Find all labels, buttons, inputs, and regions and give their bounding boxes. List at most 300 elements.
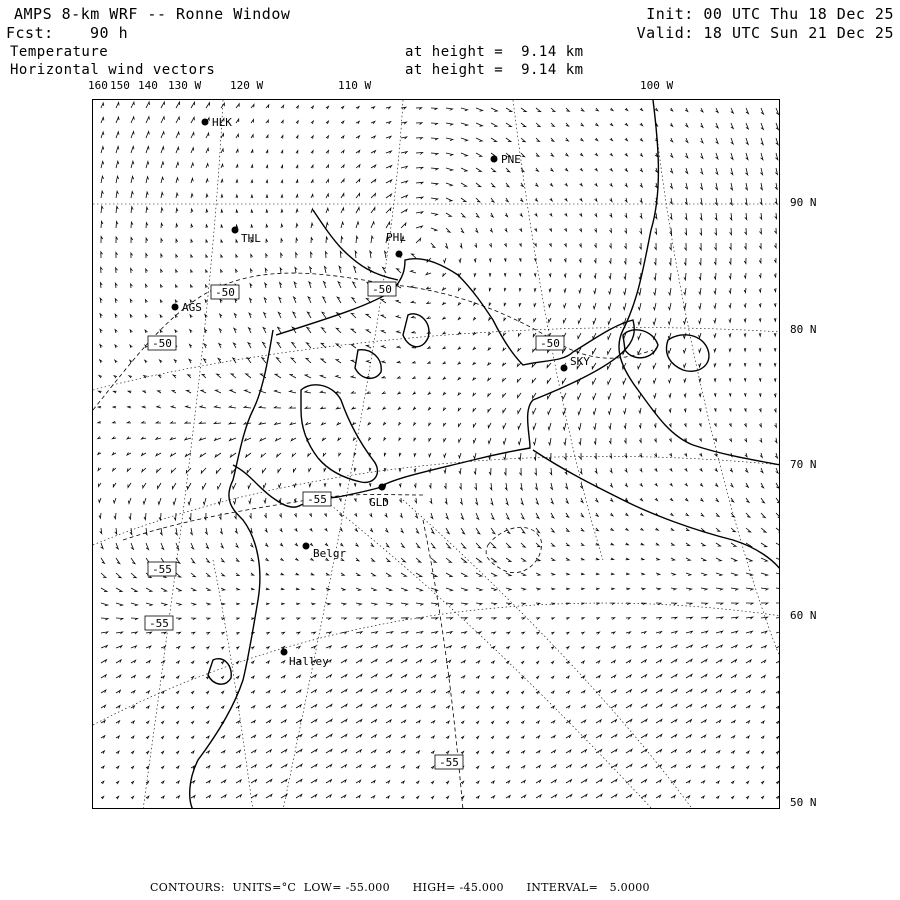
wind-vector <box>536 676 539 679</box>
wind-vector <box>699 318 701 323</box>
wind-vector <box>669 288 671 295</box>
wind-vector <box>146 691 149 694</box>
wind-vector <box>352 407 356 409</box>
wind-vector <box>473 438 476 443</box>
wind-vector <box>385 528 388 532</box>
wind-vector <box>191 148 194 153</box>
contour-minus50-east <box>393 285 653 358</box>
wind-vector <box>551 765 556 768</box>
wind-vector <box>386 122 391 124</box>
wind-vector <box>367 361 372 364</box>
wind-vector <box>566 123 569 126</box>
wind-vector <box>489 288 491 291</box>
wind-vector <box>146 706 149 709</box>
wind-vector <box>775 213 777 219</box>
wind-vector <box>336 328 341 333</box>
wind-vector <box>686 689 692 693</box>
wind-vector <box>205 329 207 333</box>
wind-vector <box>369 468 371 471</box>
wind-vector <box>731 766 734 769</box>
wind-vector <box>476 588 482 591</box>
wind-vector <box>175 330 177 333</box>
wind-vector <box>443 332 446 334</box>
wind-vector <box>581 661 584 664</box>
wind-vector <box>446 213 451 216</box>
wind-vector <box>656 780 661 783</box>
wind-vector <box>566 676 569 679</box>
wind-vector <box>550 183 553 186</box>
wind-vector <box>236 795 241 798</box>
wind-vector <box>326 646 331 649</box>
wind-vector <box>729 273 731 279</box>
wind-vector <box>550 168 553 171</box>
wind-vector <box>274 406 281 408</box>
wind-vector <box>431 675 436 678</box>
wind-vector <box>414 483 416 487</box>
wind-vector <box>101 766 104 769</box>
wind-vector <box>446 781 449 784</box>
wind-vector <box>353 282 356 288</box>
wind-vector <box>128 498 131 504</box>
wind-vector <box>246 453 251 457</box>
wind-vector <box>669 408 671 412</box>
wind-vector <box>491 198 494 202</box>
wind-vector <box>113 468 116 471</box>
wind-vector <box>566 632 569 634</box>
wind-vector <box>295 267 297 273</box>
wind-vector <box>191 781 195 784</box>
wind-vector <box>506 676 509 679</box>
wind-vector <box>745 228 747 234</box>
wind-vector <box>236 543 239 547</box>
wind-vector <box>459 468 461 474</box>
wind-vector <box>221 706 224 709</box>
wind-vector <box>595 108 598 111</box>
wind-vector <box>549 453 551 460</box>
station-hlk <box>202 116 233 129</box>
wind-vector <box>236 736 240 739</box>
wind-vector <box>176 647 180 650</box>
wind-vector <box>746 528 751 532</box>
wind-vector <box>759 348 761 351</box>
wind-vector <box>684 393 686 397</box>
wind-vector <box>775 183 777 189</box>
wind-vector <box>101 132 104 138</box>
wind-vector <box>101 660 107 663</box>
wind-vector <box>326 252 328 258</box>
wind-vector <box>280 283 282 288</box>
wind-vector <box>386 222 390 228</box>
wind-vector <box>128 483 131 488</box>
wind-vector <box>251 195 253 198</box>
wind-vector <box>668 303 671 310</box>
wind-vector <box>236 765 241 768</box>
wind-vector <box>519 303 521 306</box>
wind-vector <box>610 543 613 545</box>
wind-vector <box>401 751 405 754</box>
wind-vector <box>626 734 632 738</box>
wind-vector <box>416 603 423 605</box>
wind-vector <box>296 195 298 198</box>
wind-vector <box>731 675 736 678</box>
wind-vector <box>461 108 468 111</box>
wind-vector <box>610 498 613 501</box>
wind-vector <box>101 618 108 620</box>
wind-vector <box>686 796 690 799</box>
wind-vector <box>761 617 768 619</box>
wind-vector <box>476 766 479 769</box>
wind-vector <box>397 361 401 363</box>
wind-vector <box>310 528 312 531</box>
wind-vector <box>176 691 179 694</box>
wind-vector <box>280 573 283 575</box>
wind-vector <box>131 253 133 258</box>
wind-vector <box>655 468 657 471</box>
wind-vector <box>699 243 701 250</box>
wind-vector <box>296 632 300 634</box>
wind-vector <box>476 123 482 126</box>
wind-vector <box>518 438 521 445</box>
wind-vector <box>596 632 600 634</box>
wind-vector <box>746 123 749 129</box>
wind-vector <box>305 391 311 393</box>
wind-vector <box>638 333 641 339</box>
coastlines <box>190 100 780 809</box>
wind-vector <box>251 558 254 561</box>
wind-vector <box>746 588 753 590</box>
wind-vector <box>320 375 326 378</box>
wind-vector <box>505 213 508 217</box>
wind-vector <box>566 588 569 590</box>
wind-vector <box>593 318 596 324</box>
wind-vector <box>356 735 362 738</box>
wind-vector <box>671 528 674 530</box>
wind-vector <box>579 273 581 278</box>
wind-vector <box>265 528 267 532</box>
forecast-hour: 90 h <box>90 24 129 42</box>
wind-vector <box>774 303 776 306</box>
wind-vector <box>191 676 194 679</box>
wind-vector <box>701 588 707 590</box>
wind-vector <box>281 764 287 768</box>
wind-vector <box>746 603 753 605</box>
wind-vector <box>461 706 464 709</box>
wind-vector <box>759 393 761 396</box>
wind-vector <box>220 299 222 303</box>
wind-vector <box>251 706 255 709</box>
wind-vector <box>774 333 776 336</box>
station-dot <box>303 543 310 550</box>
wind-vector <box>761 691 765 694</box>
wind-vector <box>760 453 762 457</box>
wind-vector <box>431 573 437 577</box>
wind-vector <box>101 267 103 273</box>
wind-vector <box>506 588 511 590</box>
wind-vector <box>191 133 194 139</box>
wind-vector <box>296 136 298 139</box>
wind-vector <box>611 735 617 739</box>
wind-vector <box>161 117 165 123</box>
wind-vector <box>251 210 253 213</box>
wind-vector <box>715 183 717 190</box>
wind-vector <box>386 543 389 547</box>
wind-vector <box>340 251 342 258</box>
wind-vector <box>206 751 209 754</box>
wind-vector <box>716 766 720 769</box>
wind-vector <box>581 558 584 560</box>
wind-vector <box>446 228 450 232</box>
wind-vector <box>326 588 330 590</box>
wind-vector <box>776 513 780 518</box>
wind-vector <box>337 422 341 425</box>
wind-vector <box>101 558 105 563</box>
wind-vector <box>326 136 329 139</box>
wind-vector <box>281 210 283 213</box>
wind-vector <box>416 226 422 228</box>
wind-vector <box>158 391 161 393</box>
wind-vector <box>416 690 421 693</box>
wind-vector <box>461 213 465 217</box>
wind-vector <box>476 108 483 111</box>
wind-vector <box>206 573 210 576</box>
wind-vector <box>581 765 587 769</box>
wind-vector <box>264 313 267 318</box>
wind-vector <box>146 632 152 634</box>
wind-vector <box>700 183 702 189</box>
wind-vector <box>551 558 555 560</box>
wind-vector <box>176 209 178 214</box>
wind-vector <box>416 796 419 799</box>
wind-vector <box>624 438 626 443</box>
graticule-diag-1 <box>318 495 653 809</box>
lat-label-80n: 80 N <box>790 323 817 336</box>
coast-island-2 <box>355 350 381 379</box>
wind-vector <box>443 347 446 349</box>
wind-vector <box>338 438 341 441</box>
wind-vector <box>761 706 765 709</box>
wind-vector <box>729 378 731 381</box>
wind-vector <box>311 690 316 693</box>
wind-vector <box>296 224 298 228</box>
wind-vector <box>401 588 407 591</box>
wind-vector <box>776 108 779 114</box>
wind-vector <box>459 453 461 458</box>
wind-vector <box>639 258 641 264</box>
wind-vector <box>626 690 631 693</box>
wind-vector <box>296 603 299 605</box>
valid-time: Valid: 18 UTC Sun 21 Dec 25 <box>636 24 894 42</box>
wind-vector <box>191 117 194 123</box>
wind-vector <box>251 795 257 799</box>
wind-vector <box>157 468 161 472</box>
wind-vector <box>745 183 747 190</box>
wind-vector <box>290 374 296 378</box>
wind-vector <box>142 421 146 423</box>
wind-vector <box>401 122 406 124</box>
wind-vector <box>326 237 328 243</box>
wind-vector <box>610 138 613 141</box>
wind-vector <box>326 573 329 575</box>
wind-vector <box>218 498 221 504</box>
wind-vector <box>275 374 281 378</box>
wind-vector <box>326 618 331 620</box>
wind-vector <box>640 498 643 501</box>
wind-vector <box>356 618 362 620</box>
wind-vector <box>461 183 467 186</box>
wind-vector <box>443 392 446 395</box>
wind-vector <box>326 106 329 109</box>
coast-berkner-island <box>301 385 377 483</box>
wind-vector <box>251 676 254 679</box>
wind-vector <box>266 618 269 620</box>
wind-vector <box>595 168 598 171</box>
wind-vector <box>191 224 193 228</box>
wind-vector <box>236 721 240 724</box>
wind-vector <box>517 378 521 382</box>
wind-vector <box>98 468 101 471</box>
wind-vector <box>520 198 523 201</box>
wind-vector <box>533 348 536 352</box>
wind-vector <box>580 168 583 171</box>
wind-vector <box>551 750 555 753</box>
wind-vector <box>99 513 101 518</box>
wind-vector <box>311 106 313 109</box>
wind-vector <box>116 176 119 183</box>
wind-vector <box>371 107 375 109</box>
wind-vector <box>326 194 329 198</box>
wind-vector <box>701 558 706 561</box>
wind-vector <box>206 691 209 694</box>
wind-vector <box>476 183 481 187</box>
wind-vector <box>266 588 269 590</box>
wind-vector <box>610 468 612 473</box>
wind-vector <box>746 108 749 114</box>
wind-vector <box>536 603 540 605</box>
wind-vector <box>491 123 497 127</box>
wind-vector <box>276 438 281 441</box>
wind-vector <box>115 360 118 363</box>
wind-vector <box>427 317 431 319</box>
wind-vector <box>246 374 251 378</box>
wind-vector <box>416 766 419 769</box>
contour-label-text: -50 <box>152 337 172 350</box>
wind-vector <box>341 780 346 783</box>
wind-vector <box>191 543 194 549</box>
contour-label-text: -55 <box>149 617 169 630</box>
wind-vector <box>295 558 298 560</box>
wind-vector <box>684 363 686 368</box>
wind-vector <box>294 297 297 303</box>
wind-vector <box>624 408 626 414</box>
wind-vector <box>686 659 692 663</box>
wind-vector <box>611 720 617 723</box>
wind-vector <box>654 243 656 250</box>
wind-vector <box>521 573 526 576</box>
wind-vector <box>580 198 582 201</box>
wind-vector <box>336 407 341 409</box>
wind-vector <box>461 661 465 664</box>
wind-vector <box>221 164 223 168</box>
wind-vector <box>415 498 417 503</box>
wind-vector <box>519 243 521 246</box>
wind-vector <box>159 375 162 378</box>
wind-vector <box>716 796 719 799</box>
wind-vector <box>131 132 134 139</box>
wind-vector <box>551 618 554 620</box>
wind-vector <box>593 303 596 309</box>
wind-vector <box>729 318 731 322</box>
wind-vector <box>326 632 331 634</box>
contour-minus55-loop <box>486 527 541 572</box>
wind-vector <box>700 498 703 501</box>
wind-vector <box>489 468 491 475</box>
wind-vector <box>549 288 551 292</box>
wind-vector <box>564 288 566 292</box>
wind-vector <box>202 374 206 378</box>
wind-vector <box>296 238 298 243</box>
wind-vector <box>161 603 167 606</box>
wind-vector <box>533 438 536 445</box>
wind-vector <box>653 363 656 368</box>
wind-vector <box>593 393 596 399</box>
wind-vector <box>127 468 131 471</box>
wind-vector <box>354 266 356 273</box>
wind-vector <box>715 453 717 456</box>
wind-vector <box>160 360 163 363</box>
wind-vector <box>671 645 677 648</box>
wind-vector <box>99 391 102 393</box>
wind-vector <box>206 210 208 214</box>
wind-vector <box>100 528 102 534</box>
coast-antarctic-peninsula <box>190 330 273 809</box>
wind-vector <box>669 378 671 383</box>
wind-vector <box>580 183 583 186</box>
wind-vector <box>596 676 600 679</box>
wind-vector <box>461 528 465 534</box>
wind-vector <box>101 252 103 258</box>
station-belgr <box>303 543 347 561</box>
wind-vector <box>296 151 298 154</box>
wind-vector <box>371 659 377 663</box>
wind-vector <box>744 393 746 396</box>
wind-vector <box>458 408 461 411</box>
wind-vector <box>655 483 658 486</box>
wind-vector <box>296 675 301 678</box>
wind-vector <box>296 253 298 258</box>
wind-vector <box>699 363 701 367</box>
wind-vector <box>145 315 147 318</box>
wind-vector <box>776 781 779 784</box>
wind-vector <box>371 705 377 709</box>
wind-vector <box>229 422 236 424</box>
wind-vector <box>685 213 687 220</box>
wind-vector <box>504 258 506 261</box>
wind-vector <box>670 168 672 173</box>
wind-vector <box>443 273 446 276</box>
wind-vector <box>401 137 407 139</box>
wind-vector <box>656 646 662 649</box>
wind-vector <box>446 796 449 799</box>
wind-vector <box>566 108 569 111</box>
wind-vector <box>190 330 192 333</box>
wind-vector <box>581 588 584 590</box>
wind-vector <box>761 675 765 678</box>
wind-vector <box>236 573 239 576</box>
wind-vector <box>326 690 332 694</box>
wind-vector <box>518 393 521 398</box>
wind-vector <box>701 781 705 784</box>
wind-vector <box>116 558 120 564</box>
